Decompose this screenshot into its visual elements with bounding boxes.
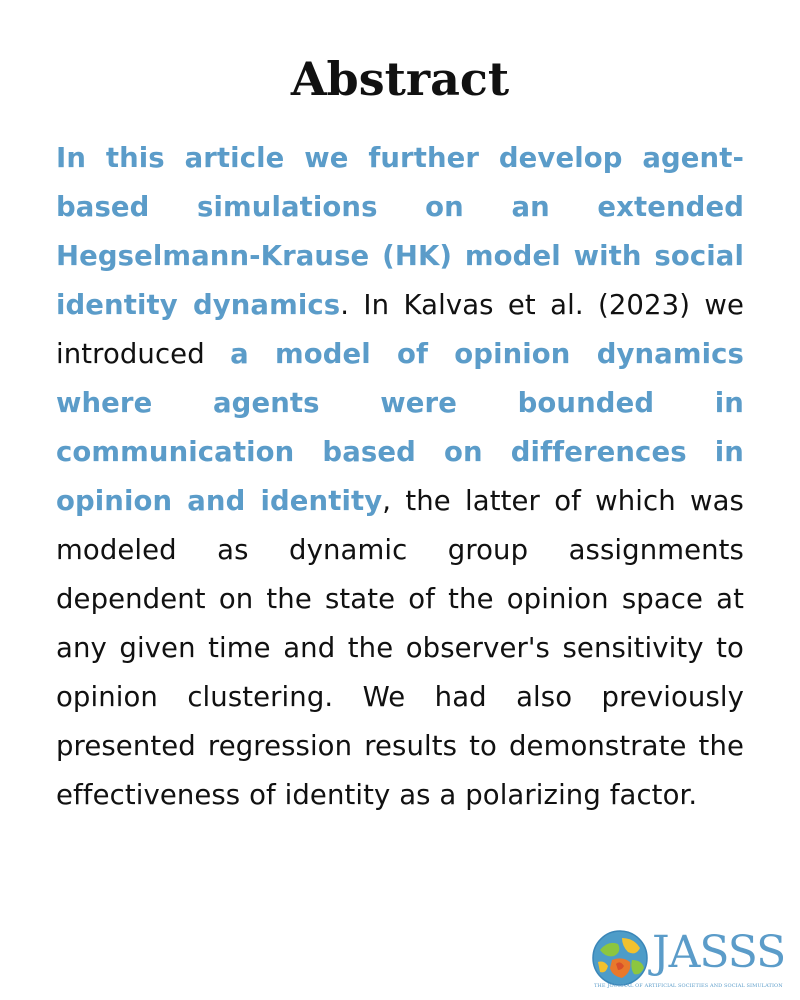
globe-logo-icon (592, 930, 648, 986)
abstract-text-1: . In Kalvas et al. (2023) we introduced (56, 289, 744, 370)
logo-subtitle: THE JOURNAL OF ARTIFICIAL SOCIETIES AND SOCIAL SIMULATION (594, 983, 783, 989)
abstract-text (56, 134, 744, 820)
jasss-logo (592, 926, 792, 992)
abstract-highlight-1: In this article we further develop agent-based simulations on an extended Hegselmann-Krause (HK) model with social identity dynamics (56, 142, 744, 321)
logo-wordmark: JASSS (652, 927, 786, 978)
page-title: Abstract (290, 52, 510, 106)
abstract-text-2: , the latter of which was modeled as dynamic group assignments dependent on the state of the opinion space at any given time and the observer's sensitivity to opinion clustering. We had also previously presented regression results to demonstrate the effectiveness of identity as a polarizing factor. (56, 485, 744, 811)
abstract-highlight-2: a model of opinion dynamics where agents were bounded in communication based on differences in opinion and identity (56, 338, 744, 517)
